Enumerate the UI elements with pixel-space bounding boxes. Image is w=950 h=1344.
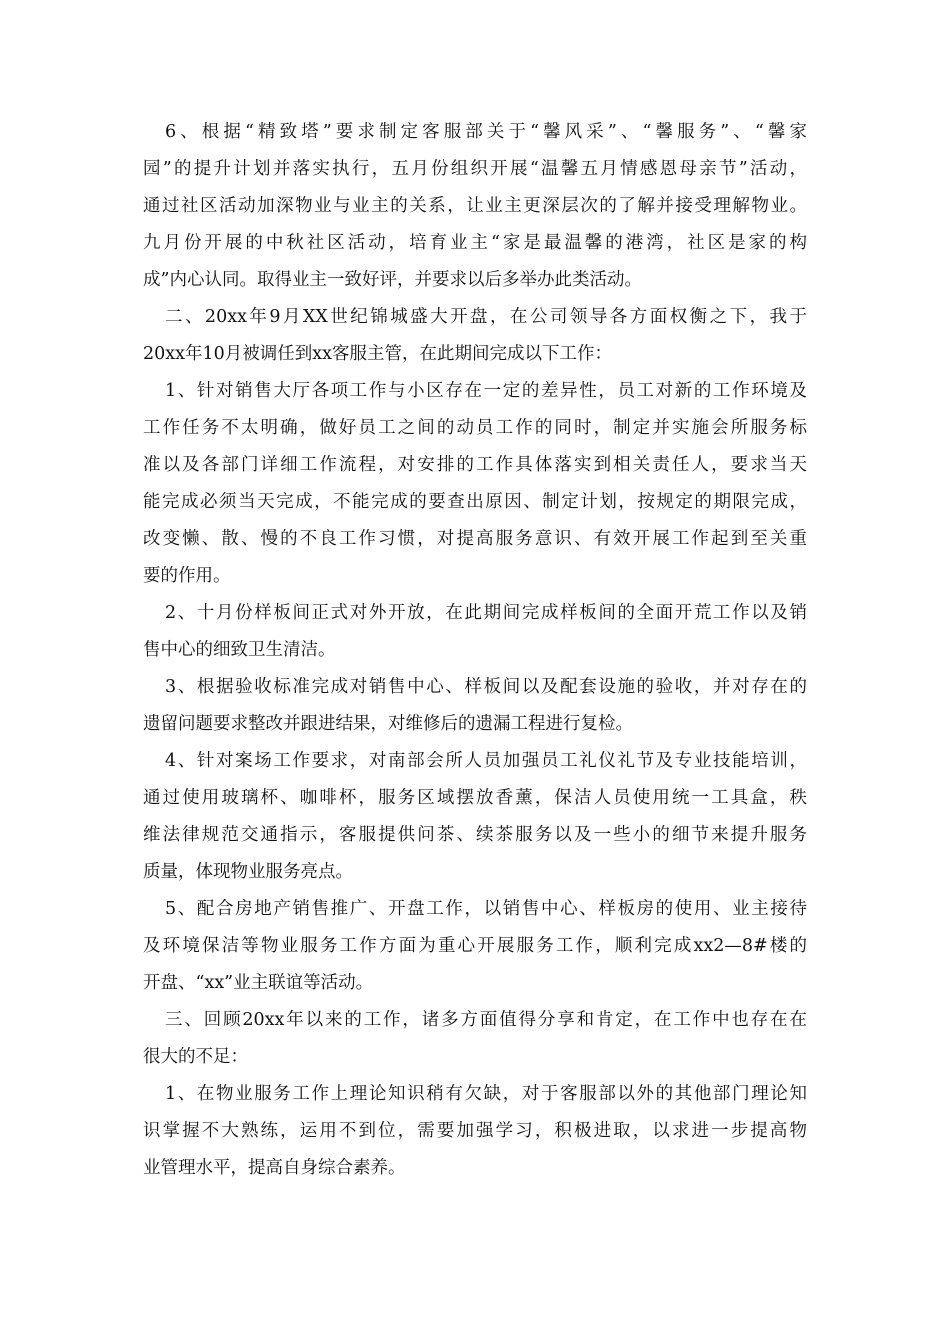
text-line: 4、针对案场工作要求，对南部会所人员加强员工礼仪礼节及专业技能培训， xyxy=(165,751,807,771)
text-line: 1、在物业服务工作上理论知识稍有欠缺，对于客服部以外的其他部门理论知 xyxy=(165,1084,807,1104)
text-line: 能完成必须当天完成，不能完成的要查出原因、制定计划，按规定的期限完成， xyxy=(143,492,807,512)
text-line: 5、配合房地产销售推广、开盘工作，以销售中心、样板房的使用、业主接待 xyxy=(165,899,807,919)
text-line: 三、回顾20xx年以来的工作，诸多方面值得分享和肯定，在工作中也存在在 xyxy=(165,1010,807,1030)
text-line: 及环境保洁等物业服务工作方面为重心开展服务工作，顺利完成xx2—8#楼的 xyxy=(143,936,807,956)
text-line: 遗留问题要求整改并跟进结果，对维修后的遗漏工程进行复检。 xyxy=(143,714,633,734)
text-line: 改变懒、散、慢的不良工作习惯，对提高服务意识、有效开展工作起到至关重 xyxy=(143,529,807,549)
text-line: 售中心的细致卫生清洁。 xyxy=(143,640,336,660)
text-line: 通过社区活动加深物业与业主的关系，让业主更深层次的了解并接受理解物业。 xyxy=(143,196,807,216)
text-line: 很大的不足： xyxy=(143,1047,248,1067)
text-line: 6、根据“精致塔”要求制定客服部关于“馨风采”、“馨服务”、“馨家 xyxy=(165,122,807,142)
text-line: 2、十月份样板间正式对外开放，在此期间完成样板间的全面开荒工作以及销 xyxy=(165,603,807,623)
text-line: 开盘、“xx”业主联谊等活动。 xyxy=(143,973,374,993)
text-line: 园”的提升计划并落实执行，五月份组织开展“温馨五月情感恩母亲节”活动， xyxy=(143,159,807,179)
text-line: 20xx年10月被调任到xx客服主管，在此期间完成以下工作： xyxy=(143,344,613,364)
text-line: 通过使用玻璃杯、咖啡杯，服务区域摆放香薰，保洁人员使用统一工具盒，秩 xyxy=(143,788,807,808)
document-body xyxy=(143,114,807,1187)
text-line: 工作任务不太明确，做好员工之间的动员工作的同时，制定并实施会所服务标 xyxy=(143,418,807,438)
text-line: 1、针对销售大厅各项工作与小区存在一定的差异性，员工对新的工作环境及 xyxy=(165,381,807,401)
text-line: 维法律规范交通指示，客服提供问茶、续茶服务以及一些小的细节来提升服务 xyxy=(143,825,807,845)
text-line: 要的作用。 xyxy=(143,566,231,586)
text-line: 识掌握不大熟练，运用不到位，需要加强学习，积极进取，以求进一步提高物 xyxy=(143,1121,807,1141)
text-line: 准以及各部门详细工作流程，对安排的工作具体落实到相关责任人，要求当天 xyxy=(143,455,807,475)
text-line: 二、20xx年9月XX世纪锦城盛大开盘，在公司领导各方面权衡之下，我于 xyxy=(165,307,807,327)
text-line: 成”内心认同。取得业主一致好评，并要求以后多举办此类活动。 xyxy=(143,270,642,290)
text-line: 质量，体现物业服务亮点。 xyxy=(143,862,353,882)
text-line: 九月份开展的中秋社区活动，培育业主“家是最温馨的港湾，社区是家的构 xyxy=(143,233,807,253)
text-line: 业管理水平，提高自身综合素养。 xyxy=(143,1158,406,1178)
text-line: 3、根据验收标准完成对销售中心、样板间以及配套设施的验收，并对存在的 xyxy=(165,677,807,697)
